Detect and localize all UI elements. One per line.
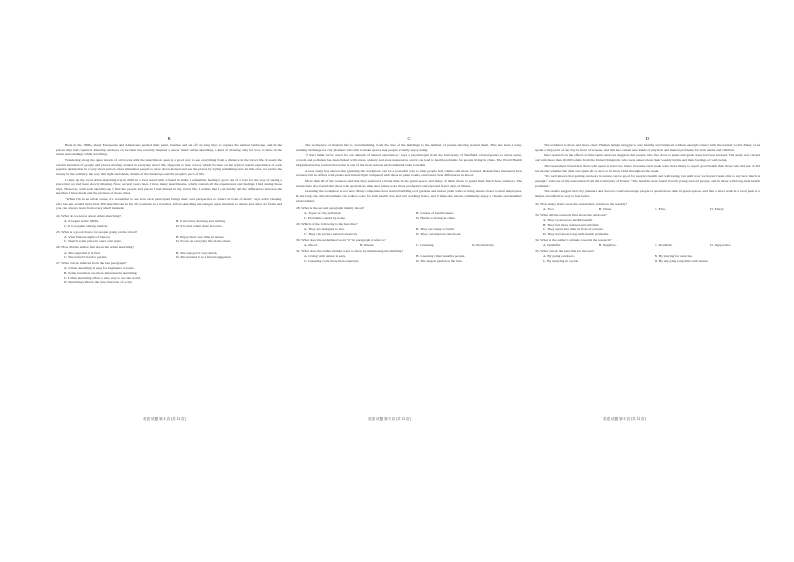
answer-option: D. They can improve the mood. [416,231,462,236]
passage-paragraph: More than 60 of the workers said that they preferred a break time in the green space, and many of them chose to spend their lunch hour outdoors. The researchers also found that those who spent more time near plants were more productive and reported fewer days of illness. [296,179,522,188]
answer-option: C. Doubtful. [654,242,673,247]
answer-options [535,207,760,212]
answer-option: A. Living with nature is easy. [304,254,346,259]
answer-option: A. Visit famous sights of history. [64,234,111,239]
question-stem: 24. What do we know about urban sketching? [56,213,121,218]
answer-option: D. The largest garden is the best. [416,258,463,263]
answer-option: C. By studying in a park. [543,258,579,263]
answer-option: D. She learned it as a friend suggested. [176,255,232,260]
question-stem: 26. How did the author feel about the urban sketching? [56,245,135,250]
page-footer-c: 英语 试题 第 5 页 (共 12 页) [368,417,411,421]
question-block [296,206,522,263]
answer-option: B. It involves drawing and writing. [176,218,226,223]
answer-option: A. By going outdoors. [543,254,575,259]
answer-option: A. Doubtful. [543,242,562,247]
question-block [56,214,282,285]
section-title: B [167,136,171,141]
answer-option: A. Mood. [304,242,318,247]
answer-option: B. They are cheap to build. [416,227,455,232]
answer-option: C. Greening. [416,242,435,247]
passage-paragraph: I came up my local urban sketching trip in 2020 in a food stand with a friend in India. I remember feeling it grow out of a love for the way of seeing a place that we had been slowly missing. Now, several years later, I have many sketchbooks, which contain all the experiences and feelings I had during those trips. However, with each sketchbook, I find the people and places I had missed in my travel life. I realize that I can hardly tell the differences between the sketches I have made and the pictures of those cities. [56,177,282,196]
passage-paragraph: The evidence is more and more clear: Human beings struggle to stay healthy and balanced without enough contact with the natural world. Many of us spend a large part of our day in front of screens, and this has caused new kinds of physical and mental problems for both adults and children. [535,143,760,152]
passage-paragraph: "I don't think we've cared for our amount of natural experience," says a psychologist from the University of Sheffield. Overexposure to urban noise, crowds and pollution has been linked with stress, anxiety and even depression, and it can lead to health problems for people living in cities. The World Health Organization has warned that noise is one of the most serious environmental risks to health. [296,153,522,167]
answer-options [535,254,760,263]
question-block [535,202,760,264]
answer-option: B. She enjoyed it very much. [176,250,218,255]
question-stem: 35. What can be the best title for the text? [535,249,595,254]
passage-paragraph: Wandering along the quiet streets of old towns with the sketchbook open is a good way to see everything from a distance in the travel life. It needs the careful attention of people and places moving around in everyday street life. Opposite to that, travel, which focuses on the typical tourist experience of each popular destination in a very short period, often stimulates people to slow down instead and see the places by trying something new. In this case, we notice the beauty in the ordinary, the way that light and shade, details of the landscape and the people's pace of life. [56,158,282,176]
answer-options [56,266,282,284]
answer-option: D. Productivity. [472,242,495,247]
answer-option: D. Thirty. [710,206,725,211]
answer-option: D. By enjoying long time with nature. [654,258,709,263]
question-stem: 30. What does the underlined word "it" in paragraph 4 refer to? [296,237,386,242]
passage-paragraph: The results suggest that city planners and doctors could encourage people to spend more time in green spaces, and that a short walk in a local park is a simple and effective way to feel better. [535,189,760,199]
answer-options [296,227,522,236]
answer-option: B. Enjoy their own time in nature. [176,234,225,239]
question-stem: 31. What does the author mainly want to show by mentioning the building? [296,249,404,254]
answer-option: B. Causes of health issues. [416,211,454,216]
question-stem: 34. What is the author's attitude towards the research? [535,237,612,242]
answer-option: D. Supportive. [710,242,732,247]
question-stem: 29. Which of the following is the best title? [296,221,358,226]
answer-options [56,235,282,244]
answer-option: C. Five. [654,206,666,211]
answer-options [296,211,522,220]
answer-options [535,243,760,248]
answer-option: B. By playing for exercise. [654,254,693,259]
section-b-column [56,136,282,285]
answer-option: B. Three. [598,206,612,211]
passage-paragraph: A new study has shown that greening the workplace can be a powerful way to help people feel calmer and more focused. Researchers measured how workers felt in offices with plants and natural light compared with those in plain rooms, and found clear differences in mood. [296,168,522,178]
passage-paragraph: "When I'm in an urban scene, it's wonderful to see how each participant brings their own perspective to what's in front of them," says Alice Cheung, who has put around more than 300 sketchbooks in her 20 countries as a traveller. Urban sketching encourages open attention to nature and other art forms and you can always learn from every small moment. [56,197,282,211]
section-title: D [645,136,650,141]
answer-option: A. She regretted it at first. [64,250,101,255]
passage-paragraph: The workplace of modern life is overwhelming, from the size of the buildings to the number of people moving around them. This has been a long-running challenge for city planners who aim to make spaces that people actually enjoy using. [296,143,522,152]
passage-paragraph: Back in the 1800s, many Europeans and Americans packed their paint, brushes and set off on long trips to capture the natural landscape, and lit the places they had captured. Painting outdoors on location has recently inspired a newer trend: urban sketching, a kind of drawing only for love to draw in the urban surroundings while travelling. [56,143,282,157]
answer-option: D. It is best when done in towns. [176,223,223,228]
answer-option: D. Focus on everyday life in the street. [176,239,232,244]
question-stem: 28. What is the second paragraph mainly about? [296,206,365,211]
answer-option: A. It began in the 1800s. [64,218,99,223]
answer-option: C. It is popular among tourists. [64,223,109,228]
section-title: C [407,136,411,141]
answer-option: C. She found it hard to persist. [64,255,108,260]
answer-option: A. They received no health benefit. [543,218,594,222]
page-footer-d: 英语 试题 第 6 页 (共 12 页) [603,417,646,421]
answer-option: D. They had fewer long-term health problems. [543,231,609,236]
answer-option: A. Types of city pollution. [304,211,342,216]
question-stem: 25. What is a good choice for people going on the travel? [56,229,138,234]
answer-options [56,251,282,260]
section-c-column [296,136,522,263]
answer-options [56,219,282,228]
answer-options [535,218,760,236]
answer-options [296,243,522,248]
answer-options [296,254,522,263]
question-stem: 32. How many hours were the researchers' results in the weekly? [535,201,627,206]
passage-paragraph: The researchers found that those who spent at least two hours in nature each week were more likely to report good health than those who did not. It did not matter whether the time was spent all at once or in short visits throughout the week. [535,163,760,173]
answer-option: C. They spent less time in front of screens. [543,227,604,232]
answer-option: B. Greening cities benefits people. [416,254,466,259]
answer-option: A. Urban sketching is easy for beginners to learn. [64,266,135,271]
answer-option: C. Sketch some place in one's own style. [64,239,122,244]
question-stem: 27. What can be inferred from the last paragraph? [56,261,127,266]
passage-paragraph: Greening the workplace is not new. Many companies have started building roof gardens and indoor plant walls to bring nature closer to their employees. In the long run, this investment can reduce costs for both health care and lost working hours, and it helps the whole community enjoy a cleaner and healthier environment. [296,189,522,203]
answer-option: A. Two. [543,206,555,211]
answer-option: D. Sketching reflects the true character of a city. [64,280,133,285]
answer-option: C. They can protect natural resources. [304,231,358,236]
answer-option: A. They are designed to last. [304,227,345,232]
passage-paragraph: "It's well known that getting outdoors in nature can be good for people's health and well-being, but until now we haven't been able to say how much is enough," said one of the researchers from the University of Exeter. "The benefits were found in both young and old people, and in those with long-term health problems." [535,174,760,188]
answer-option: B. Some travellers are more interested in sketching. [64,271,138,275]
passage-paragraph: New research on the effects of time spent outdoors suggests that people who live close to parks and green areas feel less stressed. The study was carried out with more than 20,000 adults from the United Kingdom, who were asked about their weekly habits and their feelings of well-being. [535,153,760,163]
page-footer-b: 英语 试题 第 4 页 (共 12 页) [143,417,186,421]
answer-option: C. Problems caused by noise. [304,215,346,220]
answer-option: C. Greening costs more than expected. [304,258,359,263]
answer-option: D. Harms to living in cities. [416,215,456,220]
answer-option: B. Negative. [598,242,617,247]
question-stem: 33. What did the research find about the outdoors? [535,212,607,217]
answer-option: C. Urban sketching offers a new way to see the world. [64,275,141,280]
answer-option: B. Illness. [360,242,375,247]
answer-option: B. They felt more relaxed and satisfied. [543,222,600,227]
section-d-column [535,136,760,263]
